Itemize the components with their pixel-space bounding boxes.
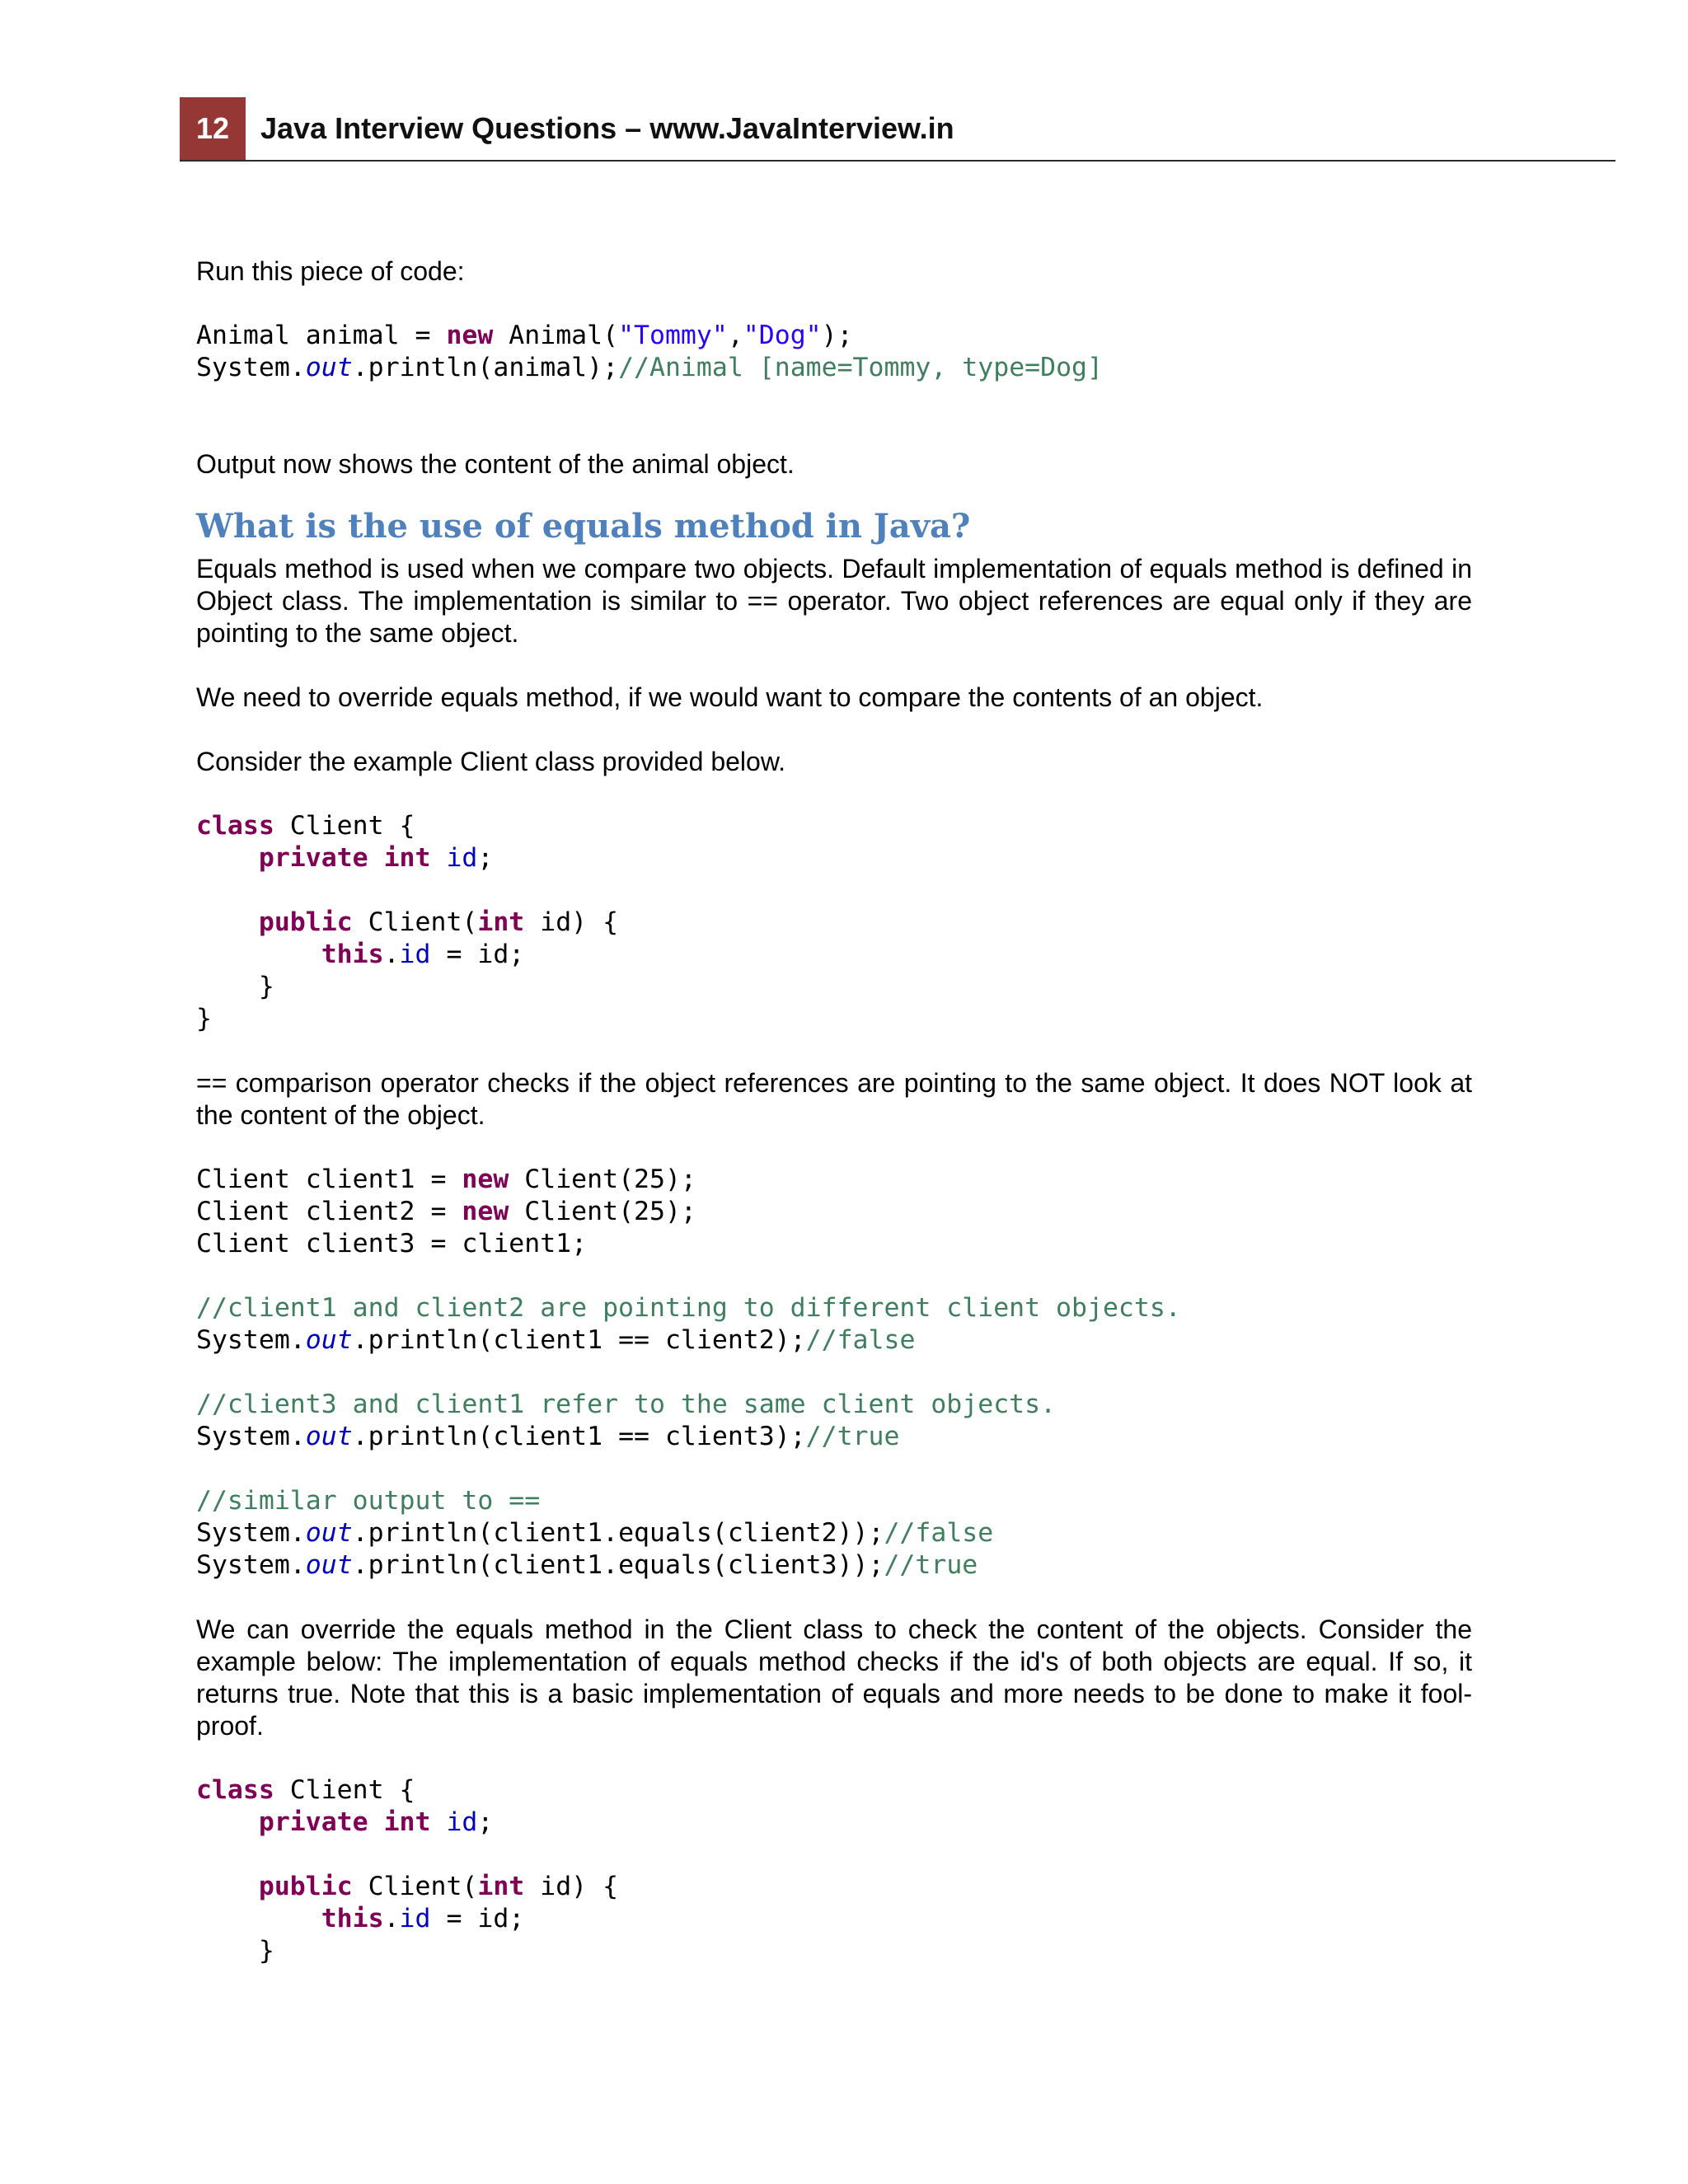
code-line — [196, 1003, 1472, 1035]
code-comment: //client3 and client1 refer to the same client objects. — [196, 1390, 1057, 1419]
code-token: } — [258, 1936, 274, 1966]
code-token: .println(animal); — [352, 353, 619, 382]
code-token: Client( — [352, 907, 478, 937]
code-field: id — [446, 843, 478, 873]
code-field: id — [446, 1807, 478, 1837]
code-static-field: out — [305, 1518, 353, 1548]
code-line — [196, 1807, 1472, 1839]
paragraph-run-code: Run this piece of code: — [196, 256, 465, 286]
code-token: . — [383, 1904, 400, 1933]
code-keyword: new — [462, 1165, 509, 1194]
code-token: Client client2 = — [196, 1197, 462, 1226]
code-block-client-class — [196, 810, 1472, 1035]
paragraph-override-equals: We can override the equals method in the Client class to check the content of the objects. Consider the example below: The implementation of equals method checks if the id's of both objects are equal. If so, it returns true. Note that this is a basic implementation of equals and more needs to be done to make it fool-proof. — [196, 1615, 1472, 1741]
code-line — [196, 1774, 1472, 1807]
code-token: System. — [196, 1518, 306, 1548]
paragraph-consider: Consider the example Client class provided below. — [196, 747, 786, 776]
code-token: Client { — [274, 811, 415, 841]
code-token: Animal animal = — [196, 321, 447, 350]
page-content — [196, 255, 1472, 1999]
code-block-client-class-2 — [196, 1774, 1472, 1967]
code-comment: //true — [884, 1550, 978, 1580]
page-header — [180, 97, 1615, 162]
code-line — [196, 1839, 1472, 1871]
code-token: ); — [821, 321, 853, 350]
code-block-clients — [196, 1164, 1472, 1260]
code-comment: //client1 and client2 are pointing to different client objects. — [196, 1293, 1181, 1323]
code-static-field: out — [305, 1422, 353, 1451]
code-line — [196, 1935, 1472, 1967]
code-line — [196, 1228, 1472, 1260]
code-line — [196, 1517, 1472, 1549]
code-token: Client( — [352, 1872, 478, 1901]
code-line — [196, 1421, 1472, 1453]
code-token: ; — [477, 843, 494, 873]
code-comment: //false — [805, 1325, 916, 1355]
code-keyword: this — [321, 1904, 384, 1933]
code-line — [196, 1324, 1472, 1357]
code-token: Client { — [274, 1775, 415, 1805]
code-token: ; — [477, 1807, 494, 1837]
code-string: "Dog" — [743, 321, 822, 350]
paragraph-comparison: == comparison operator checks if the object references are pointing to the same object. It does NOT look at the content of the object. — [196, 1068, 1472, 1130]
code-comment: //Animal [name=Tommy, type=Dog] — [618, 353, 1103, 382]
code-token: .println(client1.equals(client2)); — [352, 1518, 884, 1548]
code-field: id — [399, 1904, 431, 1933]
code-comment: //true — [805, 1422, 900, 1451]
code-token: .println(client1 == client2); — [352, 1325, 806, 1355]
code-keyword: public — [258, 1872, 353, 1901]
code-field: id — [399, 940, 431, 969]
code-token: Client(25); — [509, 1165, 696, 1194]
section-heading: What is the use of equals method in Java? — [196, 507, 971, 546]
code-comment: //similar output to == — [196, 1486, 541, 1516]
code-static-field: out — [305, 1325, 353, 1355]
code-keyword: int — [383, 843, 431, 873]
code-keyword: new — [462, 1197, 509, 1226]
code-token: Animal( — [493, 321, 619, 350]
code-comment: //false — [884, 1518, 994, 1548]
code-line — [196, 971, 1472, 1003]
code-token: } — [258, 972, 274, 1001]
code-keyword: private — [258, 1807, 368, 1837]
code-block-comparisons — [196, 1292, 1472, 1582]
code-keyword: int — [477, 907, 525, 937]
code-keyword: class — [196, 811, 274, 841]
page-number: 12 — [180, 97, 246, 160]
code-token: id) { — [524, 907, 619, 937]
code-line — [196, 320, 1472, 352]
code-token: Client client3 = client1; — [196, 1229, 588, 1258]
code-line — [196, 1871, 1472, 1903]
code-token: } — [196, 1004, 212, 1033]
code-line — [196, 1549, 1472, 1582]
code-keyword: int — [383, 1807, 431, 1837]
code-token: Client(25); — [509, 1197, 696, 1226]
code-keyword: int — [477, 1872, 525, 1901]
code-token: .println(client1.equals(client3)); — [352, 1550, 884, 1580]
code-line — [196, 352, 1472, 384]
code-line — [196, 1389, 1472, 1421]
code-token: = id; — [430, 940, 525, 969]
code-token: , — [727, 321, 743, 350]
code-line — [196, 810, 1472, 842]
code-line — [196, 842, 1472, 874]
code-static-field: out — [305, 1550, 353, 1580]
code-token: . — [383, 940, 400, 969]
code-line — [196, 1485, 1472, 1517]
code-line — [196, 907, 1472, 939]
code-keyword: class — [196, 1775, 274, 1805]
code-line — [196, 1453, 1472, 1485]
code-token: System. — [196, 1325, 306, 1355]
code-line — [196, 1196, 1472, 1228]
code-line — [196, 1903, 1472, 1935]
code-line — [196, 1357, 1472, 1389]
code-token: id) { — [524, 1872, 619, 1901]
code-line — [196, 1164, 1472, 1196]
code-line — [196, 939, 1472, 971]
code-line — [196, 1292, 1472, 1324]
code-token: .println(client1 == client3); — [352, 1422, 806, 1451]
code-static-field: out — [305, 353, 353, 382]
code-block-animal — [196, 320, 1472, 384]
code-keyword: this — [321, 940, 384, 969]
code-token: System. — [196, 1422, 306, 1451]
code-string: "Tommy" — [618, 321, 728, 350]
paragraph-output: Output now shows the content of the animal object. — [196, 449, 795, 479]
header-title: Java Interview Questions – www.JavaInterview.in — [260, 111, 954, 145]
paragraph-equals-override: We need to override equals method, if we would want to compare the contents of an object. — [196, 682, 1264, 712]
paragraph-equals-intro: Equals method is used when we compare two objects. Default implementation of equals method is defined in Object class. The implementation is similar to == operator. Two object references are equal only if they are pointing to the same object. — [196, 554, 1472, 648]
code-token: System. — [196, 1550, 306, 1580]
code-token: = id; — [430, 1904, 525, 1933]
code-line — [196, 874, 1472, 907]
code-keyword: new — [446, 321, 494, 350]
code-keyword: private — [258, 843, 368, 873]
code-keyword: public — [258, 907, 353, 937]
code-token: System. — [196, 353, 306, 382]
code-token: Client client1 = — [196, 1165, 462, 1194]
